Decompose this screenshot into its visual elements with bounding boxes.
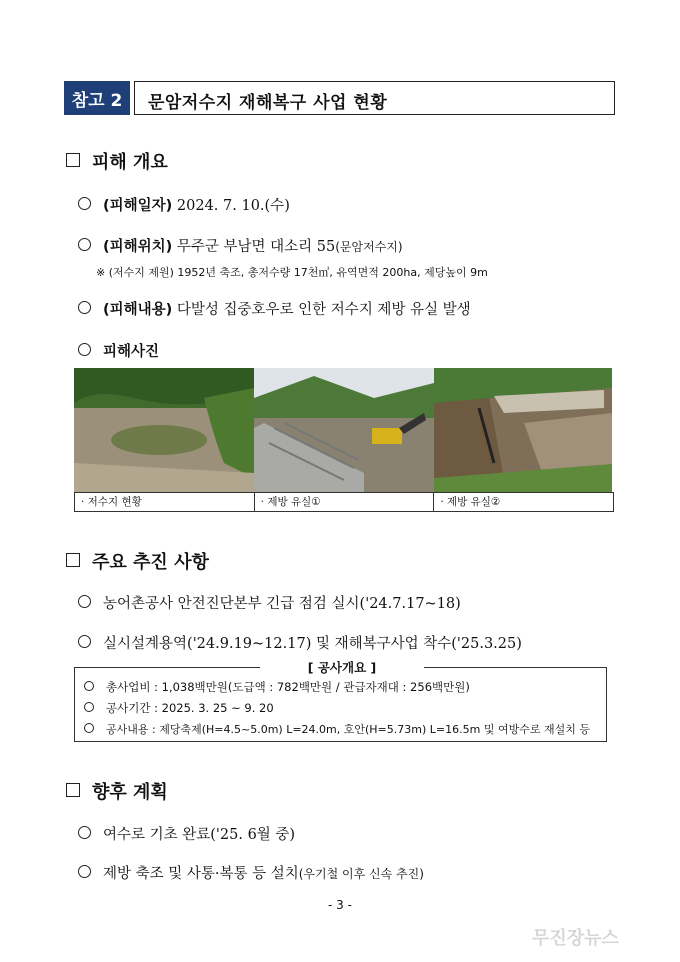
overview-row: 총사업비 : 1,038백만원(도급액 : 782백만원 / 관급자재대 : 256백만원) bbox=[84, 679, 470, 695]
progress-item: 농어촌공사 안전진단본부 긴급 점검 실시('24.7.17~18) bbox=[78, 592, 461, 613]
square-bullet-icon bbox=[66, 783, 80, 797]
photo-embankment-loss-2 bbox=[434, 368, 612, 492]
damage-location-row: (피해위치) 무주군 부남면 대소리 55(문암저수지) bbox=[78, 235, 403, 256]
photo-caption: · 저수지 현황 bbox=[75, 493, 255, 511]
plan-item: 제방 축조 및 사통·복통 등 설치(우기철 이후 신속 추진) bbox=[78, 862, 424, 883]
reference-tag: 참고 2 bbox=[64, 81, 130, 115]
circle-bullet-icon bbox=[78, 635, 91, 648]
photo-caption: · 제방 유실② bbox=[440, 496, 501, 508]
circle-bullet-icon bbox=[78, 595, 91, 608]
page-title: 문암저수지 재해복구 사업 현황 bbox=[148, 93, 388, 113]
circle-bullet-icon bbox=[84, 723, 94, 733]
section-heading-damage: 피해 개요 bbox=[66, 148, 168, 174]
photo-captions bbox=[74, 492, 614, 512]
square-bullet-icon bbox=[66, 553, 80, 567]
circle-bullet-icon bbox=[78, 301, 91, 314]
photo-caption: · 제방 유실① bbox=[255, 493, 435, 511]
square-bullet-icon bbox=[66, 153, 80, 167]
circle-bullet-icon bbox=[78, 865, 91, 878]
circle-bullet-icon bbox=[84, 702, 94, 712]
section-heading-progress: 주요 추진 사항 bbox=[66, 548, 209, 574]
watermark: 무진장뉴스 bbox=[532, 928, 619, 949]
reservoir-spec-note: ※ (저수지 제원) 1952년 축조, 총저수량 17천㎥, 유역면적 200ha, 제당높이 9m bbox=[96, 266, 488, 279]
circle-bullet-icon bbox=[78, 238, 91, 251]
page-number: - 3 - bbox=[328, 898, 352, 912]
circle-bullet-icon bbox=[78, 826, 91, 839]
circle-bullet-icon bbox=[78, 343, 91, 356]
construction-overview-title: [ 공사개요 ] bbox=[260, 658, 424, 676]
circle-bullet-icon bbox=[84, 681, 94, 691]
damage-date-row: (피해일자) 2024. 7. 10.(수) bbox=[78, 194, 290, 215]
circle-bullet-icon bbox=[78, 197, 91, 210]
progress-item: 실시설계용역('24.9.19~12.17) 및 재해복구사업 착수('25.3.25) bbox=[78, 632, 522, 653]
plan-item: 여수로 기초 완료('25. 6월 중) bbox=[78, 823, 295, 844]
overview-row: 공사기간 : 2025. 3. 25 ~ 9. 20 bbox=[84, 700, 274, 716]
photo-reservoir bbox=[74, 368, 254, 492]
overview-row: 공사내용 : 제당축제(H=4.5~5.0m) L=24.0m, 호안(H=5.73m) L=16.5m 및 여방수로 재설치 등 bbox=[84, 721, 590, 737]
section-heading-plan: 향후 계획 bbox=[66, 778, 168, 804]
photo-embankment-loss-1 bbox=[254, 368, 434, 492]
damage-content-row: (피해내용) 다발성 집중호우로 인한 저수지 제방 유실 발생 bbox=[78, 298, 471, 319]
damage-photo-row: 피해사진 bbox=[78, 340, 159, 361]
